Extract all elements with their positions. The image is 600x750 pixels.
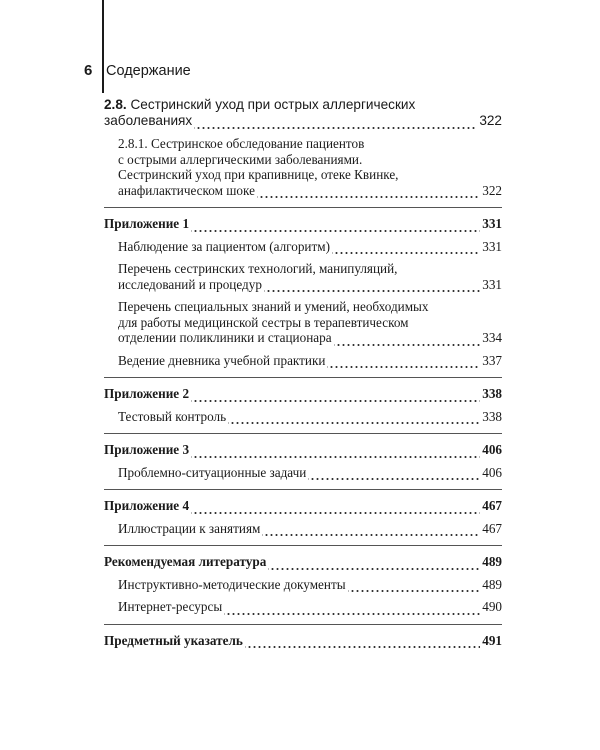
dot-leader xyxy=(224,603,480,615)
entry-line: Иллюстрации к занятиям xyxy=(118,520,261,536)
divider xyxy=(104,545,502,546)
toc-appendix-1[interactable] xyxy=(104,216,502,232)
literature-title: Рекомендуемая литература xyxy=(104,554,267,569)
appendix-4-page: 467 xyxy=(482,498,502,513)
divider xyxy=(104,377,502,378)
toc-entry[interactable] xyxy=(104,261,502,292)
entry-page: 406 xyxy=(482,464,502,480)
dot-leader xyxy=(268,558,480,570)
dot-leader xyxy=(327,356,480,368)
entry-page: 334 xyxy=(482,330,502,345)
dot-leader xyxy=(262,524,480,536)
dot-leader xyxy=(191,446,480,458)
subsection-page: 322 xyxy=(482,182,502,198)
toc-appendix-4[interactable] xyxy=(104,498,502,514)
index-page: 491 xyxy=(482,632,502,648)
toc-entry[interactable] xyxy=(104,577,502,593)
entry-line: Наблюдение за пациентом (алгоритм) xyxy=(118,238,330,254)
appendix-1-page: 331 xyxy=(482,216,502,231)
entry-page: 331 xyxy=(482,276,502,292)
dot-leader xyxy=(191,390,480,402)
appendix-3-title: Приложение 3 xyxy=(104,442,190,457)
entry-line: Тестовый контроль xyxy=(118,408,227,424)
dot-leader xyxy=(332,242,480,254)
dot-leader xyxy=(191,502,480,514)
toc-entry[interactable] xyxy=(104,599,502,615)
section-page: 322 xyxy=(479,113,502,128)
entry-line: Перечень сестринских технологий, манипуляций, xyxy=(118,261,398,276)
toc-appendix-2[interactable] xyxy=(104,386,502,402)
toc-entry[interactable] xyxy=(104,465,502,481)
dot-leader xyxy=(334,334,481,346)
running-header-title: Содержание xyxy=(106,63,191,79)
subsection-line1: 2.8.1. Сестринское обследование пациентов xyxy=(118,136,365,151)
entry-line: Проблемно-ситуационные задачи xyxy=(118,464,307,480)
entry-line: Интернет-ресурсы xyxy=(118,599,223,614)
appendix-1-title: Приложение 1 xyxy=(104,216,190,231)
entry-line: для работы медицинской сестры в терапевтическом xyxy=(118,314,409,330)
toc-entry[interactable] xyxy=(104,239,502,255)
entry-line: исследований и процедур xyxy=(118,276,262,292)
dot-leader xyxy=(191,220,480,232)
entry-line: Инструктивно-методические документы xyxy=(118,576,346,592)
header-vertical-rule xyxy=(102,0,104,93)
dot-leader xyxy=(245,636,480,648)
toc-subsection-2-8-1[interactable] xyxy=(104,136,502,198)
running-header xyxy=(84,62,191,79)
section-title-line2: заболеваниях xyxy=(104,113,193,128)
divider xyxy=(104,207,502,208)
toc-entry[interactable] xyxy=(104,409,502,425)
toc-entry[interactable] xyxy=(104,299,502,346)
toc-appendix-3[interactable] xyxy=(104,442,502,458)
appendix-2-title: Приложение 2 xyxy=(104,386,190,401)
index-title: Предметный указатель xyxy=(104,632,243,648)
dot-leader xyxy=(308,468,480,480)
literature-page: 489 xyxy=(482,554,502,569)
entry-line: Перечень специальных знаний и умений, необходимых xyxy=(118,299,429,314)
toc-entry[interactable] xyxy=(104,521,502,537)
table-of-contents xyxy=(104,95,502,648)
entry-page: 338 xyxy=(482,408,502,424)
divider xyxy=(104,433,502,434)
divider xyxy=(104,624,502,625)
appendix-2-page: 338 xyxy=(482,386,502,401)
dot-leader xyxy=(348,580,481,592)
entry-line: отделении поликлиники и стационара xyxy=(118,330,332,345)
page-number: 6 xyxy=(84,62,93,79)
divider xyxy=(104,489,502,490)
dot-leader xyxy=(228,412,480,424)
dot-leader xyxy=(264,280,480,292)
appendix-4-title: Приложение 4 xyxy=(104,498,190,513)
appendix-3-page: 406 xyxy=(482,442,502,457)
toc-literature[interactable] xyxy=(104,554,502,570)
subsection-line4: анафилактическом шоке xyxy=(118,182,255,198)
entry-page: 331 xyxy=(482,238,502,254)
entry-line: Ведение дневника учебной практики xyxy=(118,352,326,368)
entry-page: 489 xyxy=(482,576,502,592)
entry-page: 490 xyxy=(482,599,502,614)
entry-page: 337 xyxy=(482,352,502,368)
dot-leader xyxy=(194,117,477,129)
subsection-line2: с острыми аллергическими заболеваниями. xyxy=(118,151,363,167)
toc-subject-index[interactable] xyxy=(104,633,502,649)
entry-page: 467 xyxy=(482,520,502,536)
section-title-line1: Сестринский уход при острых аллергических xyxy=(130,97,416,112)
dot-leader xyxy=(257,186,480,198)
toc-section-2-8[interactable] xyxy=(104,97,502,129)
section-number: 2.8. xyxy=(104,97,127,112)
toc-entry[interactable] xyxy=(104,353,502,369)
subsection-line3: Сестринский уход при крапивнице, отеке Квинке, xyxy=(118,167,399,182)
